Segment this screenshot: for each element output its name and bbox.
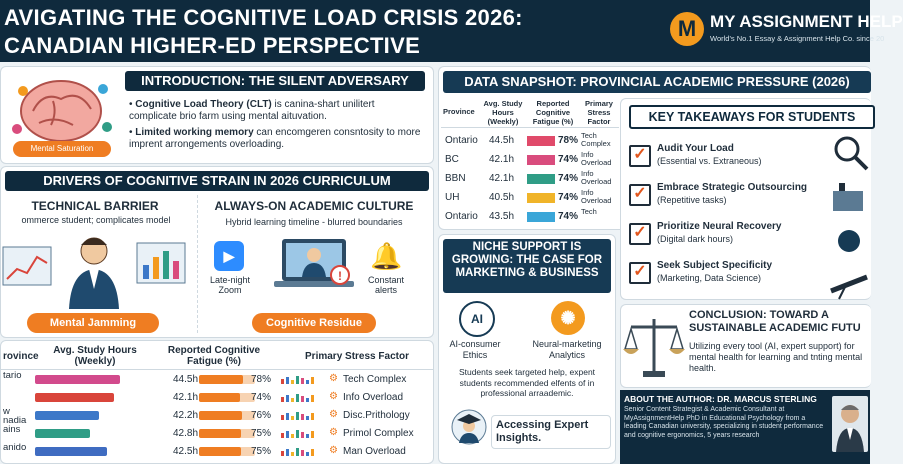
always-on-section [197, 195, 430, 333]
snap-fatigue-bar [527, 193, 555, 203]
table-row [1, 407, 433, 425]
snap-factor: Info Overload [581, 169, 612, 186]
row-province: anido [3, 442, 27, 453]
snapshot-row [441, 131, 619, 150]
checkbox-icon: ✓ [629, 145, 651, 167]
scales-icon [623, 309, 685, 381]
table-row [1, 443, 433, 461]
checkbox-icon: ✓ [629, 184, 651, 206]
bottom-data-table [0, 340, 434, 464]
row-hours: 42.2h [173, 410, 199, 421]
niche-title: NICHE SUPPORT IS GROWING: THE CASE FOR MARKETING & BUSINESS [443, 239, 611, 293]
snap-fatigue: 74% [558, 211, 579, 222]
brand-name[interactable]: MY ASSIGNMENT HELP [710, 12, 903, 31]
takeaway-title: Prioritize Neural Recovery [657, 221, 782, 232]
fatigue-track [199, 411, 255, 420]
col-province: rovince [3, 351, 39, 362]
conclusion-panel [620, 304, 871, 388]
author-panel [620, 390, 870, 464]
row-hours: 44.5h [173, 374, 199, 385]
sparkline-icon [281, 411, 321, 420]
row-factor: Disc.Prithology [343, 410, 410, 421]
snapshot-header [441, 97, 619, 128]
snap-factor: Tech [581, 207, 597, 216]
fatigue-track [199, 393, 255, 402]
graduate-icon [451, 409, 487, 445]
sparkline-icon [281, 375, 321, 384]
row-fatigue: 75% [251, 428, 272, 439]
takeaway-subtitle: (Repetitive tasks) [657, 195, 727, 205]
col-fatigue: Reported Cognitive Fatigue (%) [167, 345, 261, 367]
takeaway-item [629, 219, 829, 255]
fatigue-track [199, 447, 255, 456]
fatigue-bar [199, 447, 241, 456]
video-call-icon: ▶ [214, 241, 244, 271]
sparkline-icon [281, 447, 321, 456]
factor-icon: ⚙ [329, 409, 338, 420]
header-banner [0, 0, 903, 62]
author-avatar [832, 396, 868, 452]
row-factor: Info Overload [343, 392, 404, 403]
technical-illustration [1, 229, 187, 311]
hours-bar [35, 375, 120, 384]
snap-hours: 40.5h [489, 192, 515, 203]
always-on-title: ALWAYS-ON ACADEMIC CULTURE [214, 199, 414, 213]
snap-col-fatigue: Reported Cognitive Fatigue (%) [532, 99, 574, 126]
snap-fatigue: 74% [558, 173, 579, 184]
checkbox-icon: ✓ [629, 223, 651, 245]
snapshot-table [441, 97, 619, 225]
mental-jamming-badge: Mental Jamming [27, 313, 159, 333]
snap-fatigue-bar [527, 174, 555, 184]
snap-fatigue-bar [527, 155, 555, 165]
author-bio: Senior Content Strategist & Academic Consultant at MyAssignmentHelp PhD in Educational Psychology from a leading Canadian university, specializing in student performance and cognitive ergonomics, 5 years research [624, 406, 824, 439]
hours-bar [35, 411, 99, 420]
row-factor: Man Overload [343, 446, 406, 457]
snap-factor: Info Overload [581, 188, 612, 205]
fatigue-bar [199, 411, 242, 420]
brain-analytics-icon: ✺ [551, 301, 585, 335]
constant-alerts-label: Constant alerts [367, 275, 405, 295]
row-factor: Tech Complex [343, 374, 407, 385]
row-hours: 42.8h [173, 428, 199, 439]
table-row [1, 389, 433, 407]
snap-hours: 43.5h [489, 211, 515, 222]
takeaway-subtitle: (Essential vs. Extraneous) [657, 156, 762, 166]
takeaway-title: Seek Subject Specificity [657, 260, 773, 271]
snapshot-title: DATA SNAPSHOT: PROVINCIAL ACADEMIC PRESSURE (2026) [443, 71, 871, 93]
takeaway-item [629, 180, 829, 216]
takeaways-title: KEY TAKEAWAYS FOR STUDENTS [629, 105, 875, 129]
col-hours: Avg. Study Hours (Weekly) [53, 345, 137, 367]
brand-tagline: World's No.1 Essay & Assignment Help Co. since 20 [710, 34, 885, 43]
cognitive-residue-badge: Cognitive Residue [252, 313, 376, 333]
intro-panel [0, 66, 434, 164]
snap-province: BBN [445, 173, 466, 184]
snap-fatigue-bar [527, 212, 555, 222]
conclusion-body: Utilizing every tool (AI, expert support) for mental health for learning and tnting mental health. [689, 341, 863, 373]
row-fatigue: 75% [251, 446, 272, 457]
snap-hours: 44.5h [489, 135, 515, 146]
snapshot-row [441, 207, 619, 226]
snap-hours: 42.1h [489, 154, 515, 165]
brain-illustration [3, 71, 121, 159]
snapshot-row [441, 188, 619, 207]
hours-bar [35, 393, 114, 402]
factor-icon: ⚙ [329, 373, 338, 384]
table-row [1, 425, 433, 443]
expert-insights-cta[interactable]: Accessing Expert Insights. [491, 415, 611, 449]
snap-factor: Info Overload [581, 150, 612, 167]
intro-bullet-2: • Limited working memory can encomgeren consntosity to more imprent arrongements overloading. [129, 127, 421, 150]
fatigue-bar [199, 429, 241, 438]
niche-panel [438, 234, 616, 464]
laptop-icon [274, 235, 354, 297]
brand-logo-icon[interactable]: M [670, 12, 704, 46]
snap-col-hours: Avg. Study Hours (Weekly) [483, 99, 523, 126]
intro-title: INTRODUCTION: THE SILENT ADVERSARY [125, 71, 425, 91]
snap-hours: 42.1h [489, 173, 515, 184]
laptop-illustration [274, 235, 354, 297]
ai-ethics-label: AI-consumer Ethics [449, 339, 501, 360]
fatigue-track [199, 375, 255, 384]
technical-barrier-title: TECHNICAL BARRIER [31, 199, 159, 213]
neural-marketing-label: Neural-marketing Analytics [532, 339, 602, 360]
takeaway-subtitle: (Digital dark hours) [657, 234, 734, 244]
ai-icon: AI [459, 301, 495, 337]
takeaway-item [629, 258, 829, 294]
snap-province: Ontario [445, 211, 478, 222]
fatigue-track [199, 429, 255, 438]
snap-province: UH [445, 192, 460, 203]
row-hours: 42.5h [173, 446, 199, 457]
row-fatigue: 78% [251, 374, 272, 385]
factor-icon: ⚙ [329, 445, 338, 456]
svg-text:!: ! [338, 269, 342, 283]
conclusion-title: CONCLUSION: TOWARD A SUSTAINABLE ACADEMIC FUTU [689, 309, 861, 334]
row-province: ains [3, 424, 21, 435]
drivers-title: DRIVERS OF COGNITIVE STRAIN IN 2026 CURRICULUM [5, 171, 429, 191]
row-fatigue: 76% [251, 410, 272, 421]
bottom-table-header [1, 345, 433, 370]
takeaway-item [629, 141, 829, 177]
factor-icon: ⚙ [329, 391, 338, 402]
row-hours: 42.1h [173, 392, 199, 403]
table-row [1, 371, 433, 389]
snap-col-factor: Primary Stress Factor [585, 99, 613, 126]
snap-factor: Tech Complex [581, 131, 611, 148]
page-title: AVIGATING THE COGNITIVE LOAD CRISIS 2026: CANADIAN HIGHER-ED PERSPECTIVE [4, 5, 523, 58]
row-province: w nadia [3, 406, 27, 426]
late-night-zoom-label: Late-night Zoom [209, 275, 251, 295]
factor-icon: ⚙ [329, 427, 338, 438]
snap-fatigue: 78% [558, 135, 579, 146]
snap-fatigue: 74% [558, 192, 579, 203]
takeaway-illustrations [827, 129, 871, 299]
takeaway-subtitle: (Marketing, Data Science) [657, 273, 762, 283]
student-with-charts-icon [1, 229, 187, 311]
bell-alert-icon: 🔔 [370, 241, 403, 271]
hours-bar [35, 447, 107, 456]
checkbox-icon: ✓ [629, 262, 651, 284]
niche-body: Students seek targeted help, expent students recommended elfents of in professional arraademic. [458, 367, 596, 398]
hours-bar [35, 429, 90, 438]
snap-province: BC [445, 154, 459, 165]
brain-label: Mental Saturation [13, 141, 111, 157]
row-factor: Primol Complex [343, 428, 414, 439]
author-title: ABOUT THE AUTHOR: DR. MARCUS STERLING [624, 394, 817, 404]
snap-col-province: Province [443, 107, 475, 116]
snapshot-row [441, 169, 619, 188]
snap-province: Ontario [445, 135, 478, 146]
takeaways-panel [620, 98, 871, 300]
takeaway-title: Audit Your Load [657, 143, 734, 154]
fatigue-bar [199, 393, 240, 402]
sparkline-icon [281, 429, 321, 438]
snap-fatigue-bar [527, 136, 555, 146]
snap-fatigue: 74% [558, 154, 579, 165]
col-factor: Primary Stress Factor [305, 351, 409, 362]
drivers-panel [0, 166, 434, 338]
row-province: tario [3, 370, 22, 381]
snapshot-row [441, 150, 619, 169]
always-on-subtitle: Hybrid learning timeline - blurred boundaries [225, 217, 403, 227]
sparkline-icon [281, 393, 321, 402]
technical-barrier-subtitle: ommerce student; complicates model [21, 215, 171, 225]
row-fatigue: 74% [251, 392, 272, 403]
intro-bullet-1: • Cognitive Load Theory (CLT) is canina-shart unilitert complicate brio farm using mental aituvation. [129, 99, 375, 122]
takeaway-title: Embrace Strategic Outsourcing [657, 182, 808, 193]
fatigue-bar [199, 375, 243, 384]
